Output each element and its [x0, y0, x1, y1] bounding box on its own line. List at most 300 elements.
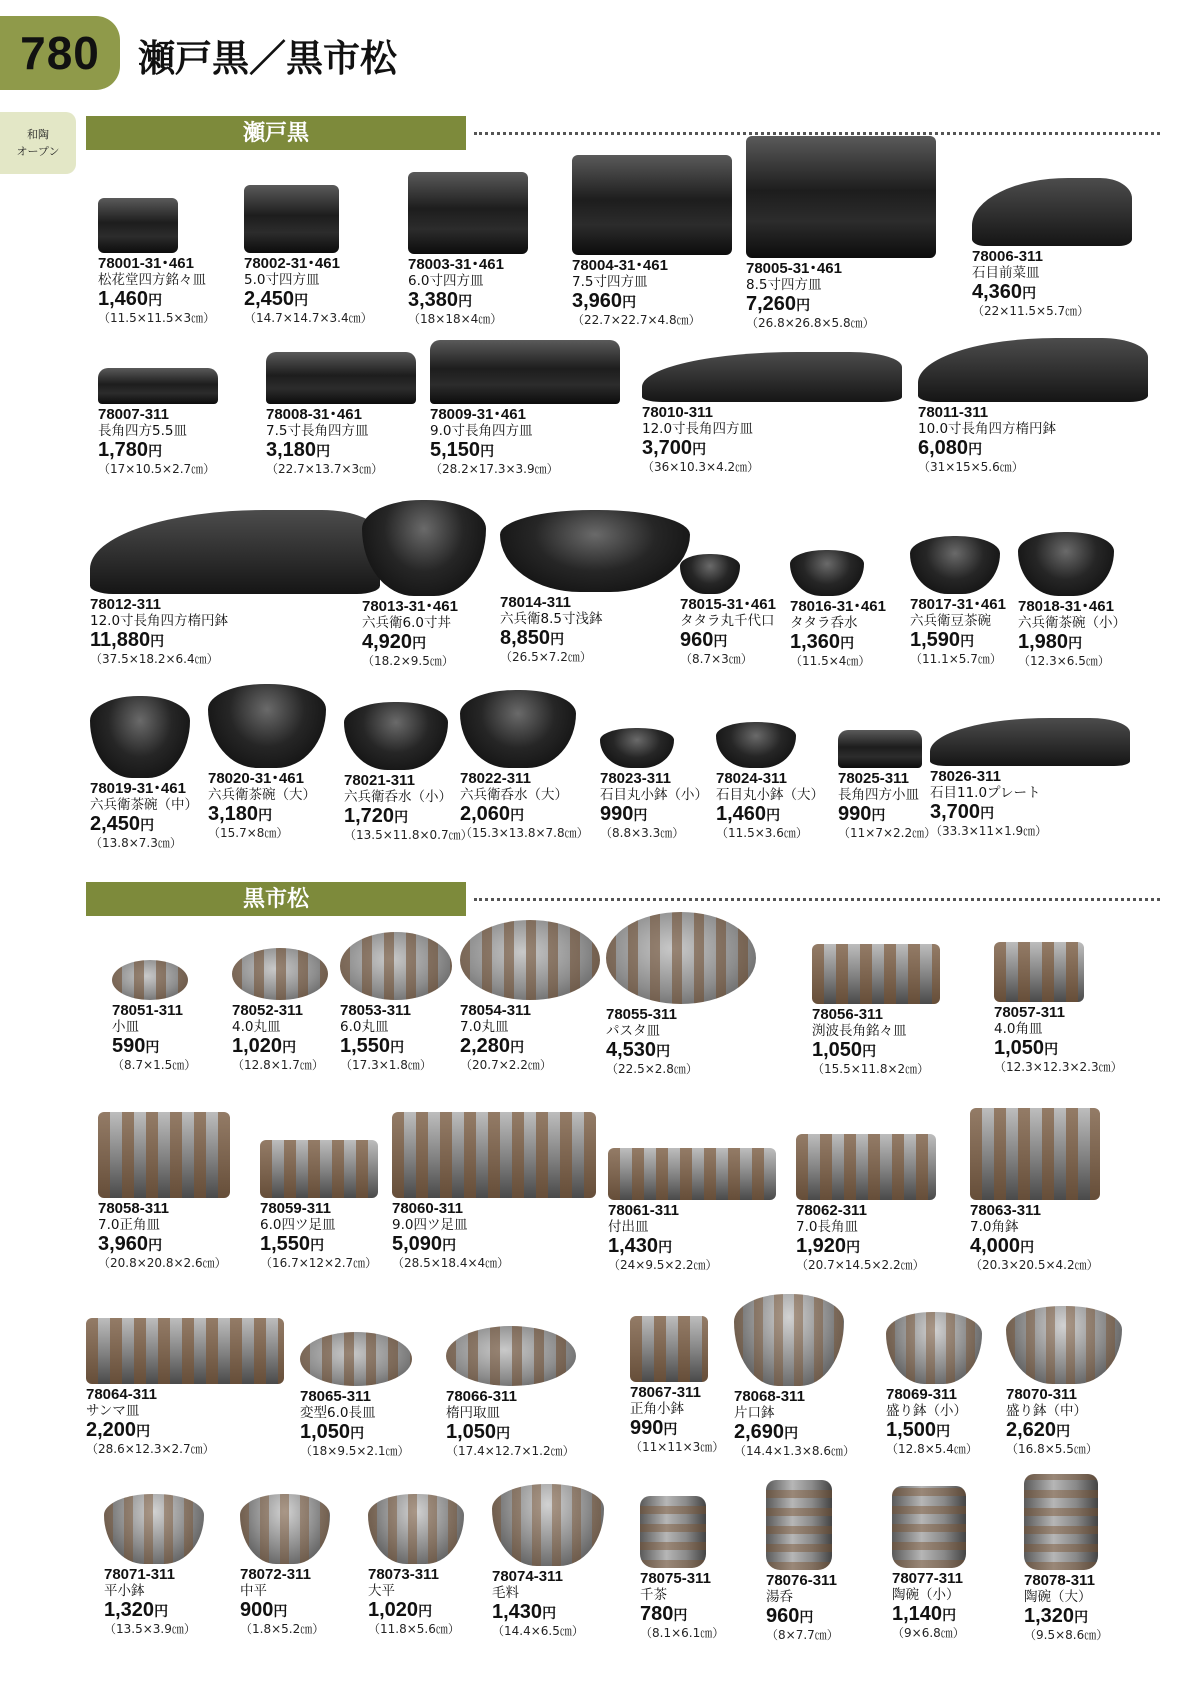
product-price	[994, 1038, 1123, 1060]
product-photo	[340, 932, 452, 1000]
product-name: 8.5寸四方皿	[746, 277, 822, 293]
product-code: 78057-311	[994, 1004, 1065, 1021]
product-item	[266, 352, 416, 477]
product-price	[260, 1234, 378, 1256]
product-size: （28.5×18.4×4㎝）	[392, 1256, 510, 1270]
price-value: 990	[838, 803, 872, 825]
price-value: 960	[766, 1605, 800, 1627]
product-size: （20.7×2.2㎝）	[460, 1058, 552, 1072]
product-name: タタラ丸千代口	[680, 613, 775, 629]
price-value: 3,700	[930, 801, 981, 823]
price-value: 1,050	[300, 1421, 351, 1443]
product-name: 6.0寸四方皿	[408, 273, 484, 289]
product-item	[812, 944, 940, 1077]
product-size: （13.5×11.8×0.7㎝）	[344, 828, 473, 842]
product-price	[460, 1036, 600, 1058]
product-name: 石目丸小鉢（大）	[716, 787, 824, 803]
yen-unit: 円	[936, 1424, 951, 1440]
yen-unit: 円	[968, 442, 983, 458]
product-price	[970, 1236, 1100, 1258]
price-value: 1,430	[608, 1235, 659, 1257]
product-photo	[98, 1112, 230, 1198]
product-photo	[642, 352, 902, 402]
product-photo	[266, 352, 416, 404]
product-name: 4.0丸皿	[232, 1019, 281, 1035]
product-photo	[918, 338, 1148, 402]
product-name: 湯呑	[766, 1589, 793, 1605]
yen-unit: 円	[316, 444, 331, 460]
product-size: （11.5×4㎝）	[790, 654, 871, 668]
price-value: 1,020	[232, 1035, 283, 1057]
product-price	[362, 632, 486, 654]
product-price	[208, 804, 326, 826]
product-photo	[572, 155, 732, 255]
product-size: （1.8×5.2㎝）	[240, 1622, 325, 1636]
price-value: 590	[112, 1035, 146, 1057]
price-value: 900	[240, 1599, 274, 1621]
product-item	[886, 1312, 982, 1457]
yen-unit: 円	[412, 636, 427, 652]
product-name: 楕円取皿	[446, 1405, 500, 1421]
category-tab	[0, 112, 76, 174]
product-price	[886, 1420, 982, 1442]
product-item	[994, 942, 1123, 1075]
product-item	[368, 1494, 464, 1637]
product-photo	[994, 942, 1084, 1002]
product-photo	[892, 1486, 966, 1568]
product-name: 7.0角鉢	[970, 1219, 1019, 1235]
product-photo	[460, 690, 576, 768]
product-item	[90, 510, 380, 667]
product-name: 10.0寸長角四方楕円鉢	[918, 421, 1057, 437]
product-size: （8.7×1.5㎝）	[112, 1058, 197, 1072]
product-code: 78018-31･461	[1018, 598, 1114, 615]
product-code: 78011-311	[918, 404, 989, 421]
product-code: 78013-31･461	[362, 598, 458, 615]
product-size: （14.4×1.3×8.6㎝）	[734, 1444, 855, 1458]
price-value: 1,460	[716, 803, 767, 825]
product-price	[408, 290, 528, 312]
product-name: 大平	[368, 1583, 395, 1599]
product-photo	[240, 1494, 330, 1564]
price-value: 4,360	[972, 281, 1023, 303]
product-photo	[430, 340, 620, 404]
yen-unit: 円	[1022, 286, 1037, 302]
product-code: 78066-311	[446, 1388, 517, 1405]
yen-unit: 円	[846, 1240, 861, 1256]
yen-unit: 円	[1056, 1424, 1071, 1440]
product-item	[240, 1494, 330, 1637]
section-title: 瀬戸黒	[242, 120, 309, 146]
product-item	[970, 1108, 1100, 1273]
product-price	[446, 1422, 576, 1444]
product-code: 78077-311	[892, 1570, 963, 1587]
product-name: 7.0長角皿	[796, 1219, 858, 1235]
product-name: 6.0丸皿	[340, 1019, 389, 1035]
product-size: （26.5×7.2㎝）	[500, 650, 592, 664]
product-name: 松花堂四方銘々皿	[98, 272, 206, 288]
product-photo	[1024, 1474, 1098, 1570]
product-item	[86, 1318, 284, 1457]
product-code: 78056-311	[812, 1006, 883, 1023]
yen-unit: 円	[622, 295, 637, 311]
product-code: 78025-311	[838, 770, 909, 787]
product-code: 78012-311	[90, 596, 161, 613]
product-name: 7.5寸四方皿	[572, 274, 648, 290]
product-photo	[886, 1312, 982, 1384]
product-code: 78078-311	[1024, 1572, 1095, 1589]
product-item	[446, 1326, 576, 1459]
price-value: 2,060	[460, 803, 511, 825]
price-value: 3,380	[408, 289, 459, 311]
price-value: 990	[630, 1417, 664, 1439]
product-name: 9.0四ツ足皿	[392, 1217, 468, 1233]
price-value: 1,020	[368, 1599, 419, 1621]
product-photo	[208, 684, 326, 768]
yen-unit: 円	[310, 1238, 325, 1254]
product-price	[972, 282, 1132, 304]
product-photo	[640, 1496, 706, 1568]
product-name: 六兵衛茶碗（大）	[208, 787, 316, 803]
yen-unit: 円	[784, 1426, 799, 1442]
product-code: 78002-31･461	[244, 255, 340, 272]
section-title: 黒市松	[242, 886, 309, 912]
product-size: （12.8×1.7㎝）	[232, 1058, 324, 1072]
product-photo	[970, 1108, 1100, 1200]
price-value: 1,920	[796, 1235, 847, 1257]
yen-unit: 円	[148, 293, 163, 309]
product-code: 78019-31･461	[90, 780, 186, 797]
product-size: （15.5×11.8×2㎝）	[812, 1062, 930, 1076]
product-price	[600, 804, 708, 826]
product-item	[460, 690, 589, 841]
product-item	[300, 1332, 412, 1459]
price-value: 4,000	[970, 1235, 1021, 1257]
product-code: 78063-311	[970, 1202, 1041, 1219]
product-code: 78022-311	[460, 770, 531, 787]
product-size: （36×10.3×4.2㎝）	[642, 460, 760, 474]
product-price	[608, 1236, 776, 1258]
product-code: 78065-311	[300, 1388, 371, 1405]
product-price	[746, 294, 936, 316]
product-code: 78053-311	[340, 1002, 411, 1019]
product-photo	[796, 1134, 936, 1200]
product-item	[244, 185, 373, 326]
product-name: 石目前菜皿	[972, 265, 1040, 281]
product-name: 7.0丸皿	[460, 1019, 509, 1035]
product-name: 六兵衛豆茶碗	[910, 613, 991, 629]
product-photo	[1006, 1306, 1122, 1384]
product-price	[734, 1422, 855, 1444]
product-size: （28.2×17.3×3.9㎝）	[430, 462, 559, 476]
product-item	[572, 155, 732, 328]
section-header-setoguro	[86, 116, 466, 150]
product-name: 片口鉢	[734, 1405, 775, 1421]
product-price	[838, 804, 936, 826]
price-value: 1,360	[790, 631, 841, 653]
product-photo	[368, 1494, 464, 1564]
product-price	[90, 630, 380, 652]
product-price	[104, 1600, 204, 1622]
price-value: 2,280	[460, 1035, 511, 1057]
product-size: （22.5×2.8㎝）	[606, 1062, 698, 1076]
product-size: （11.5×11.5×3㎝）	[98, 311, 216, 325]
product-code: 78068-311	[734, 1388, 805, 1405]
price-value: 2,200	[86, 1419, 137, 1441]
product-price	[1018, 632, 1126, 654]
product-name: 9.0寸長角四方皿	[430, 423, 533, 439]
product-size: （26.8×26.8×5.8㎝）	[746, 316, 875, 330]
product-photo	[90, 696, 190, 778]
product-item	[606, 912, 756, 1077]
product-item	[112, 960, 196, 1073]
price-value: 1,460	[98, 288, 149, 310]
yen-unit: 円	[1074, 1610, 1089, 1626]
product-code: 78051-311	[112, 1002, 183, 1019]
product-photo	[500, 510, 690, 592]
product-photo	[460, 920, 600, 1000]
price-value: 3,700	[642, 437, 693, 459]
product-size: （12.3×12.3×2.3㎝）	[994, 1060, 1123, 1074]
product-photo	[838, 730, 922, 768]
product-code: 78014-311	[500, 594, 571, 611]
product-size: （22.7×13.7×3㎝）	[266, 462, 384, 476]
product-photo	[606, 912, 756, 1004]
product-size: （31×15×5.6㎝）	[918, 460, 1024, 474]
product-price	[492, 1602, 604, 1624]
category-tab-line2: オープン	[16, 145, 60, 158]
yen-unit: 円	[140, 818, 155, 834]
product-price	[790, 632, 886, 654]
product-code: 78017-31･461	[910, 596, 1006, 613]
yen-unit: 円	[656, 1044, 671, 1060]
product-price	[918, 438, 1148, 460]
product-photo	[90, 510, 380, 594]
product-photo	[766, 1480, 832, 1570]
yen-unit: 円	[510, 808, 525, 824]
product-item	[766, 1480, 839, 1643]
yen-unit: 円	[150, 634, 165, 650]
price-value: 1,430	[492, 1601, 543, 1623]
product-code: 78070-311	[1006, 1386, 1077, 1403]
product-code: 78071-311	[104, 1566, 175, 1583]
product-item	[408, 172, 528, 327]
product-price	[640, 1604, 724, 1626]
product-price	[98, 289, 215, 311]
product-code: 78005-31･461	[746, 260, 842, 277]
product-price	[340, 1036, 452, 1058]
product-size: （17×10.5×2.7㎝）	[98, 462, 216, 476]
price-value: 960	[680, 629, 714, 651]
product-item	[460, 920, 600, 1073]
yen-unit: 円	[658, 1240, 673, 1256]
product-item	[930, 718, 1130, 839]
product-name: 長角四方5.5皿	[98, 423, 187, 439]
product-size: （15.3×13.8×7.8㎝）	[460, 826, 589, 840]
product-item	[1024, 1474, 1108, 1643]
product-size: （17.3×1.8㎝）	[340, 1058, 432, 1072]
product-name: 7.0正角皿	[98, 1217, 160, 1233]
product-item	[608, 1148, 776, 1273]
product-price	[680, 630, 776, 652]
price-value: 1,550	[340, 1035, 391, 1057]
product-price	[112, 1036, 196, 1058]
product-item	[90, 696, 198, 851]
yen-unit: 円	[1068, 636, 1083, 652]
product-photo	[98, 368, 218, 404]
product-size: （18×18×4㎝）	[408, 312, 503, 326]
yen-unit: 円	[542, 1606, 557, 1622]
product-price	[344, 806, 473, 828]
product-name: 陶碗（小）	[892, 1587, 960, 1603]
product-price	[796, 1236, 936, 1258]
product-price	[266, 440, 416, 462]
price-value: 1,050	[812, 1039, 863, 1061]
product-code: 78007-311	[98, 406, 169, 423]
yen-unit: 円	[273, 1604, 288, 1620]
price-value: 3,180	[266, 439, 317, 461]
product-size: （11.8×5.6㎝）	[368, 1622, 460, 1636]
product-price	[500, 628, 690, 650]
yen-unit: 円	[148, 1238, 163, 1254]
product-size: （11.5×3.6㎝）	[716, 826, 808, 840]
product-name: 7.5寸長角四方皿	[266, 423, 369, 439]
product-photo	[972, 178, 1132, 246]
product-size: （12.8×5.4㎝）	[886, 1442, 978, 1456]
product-code: 78069-311	[886, 1386, 957, 1403]
yen-unit: 円	[980, 806, 995, 822]
product-item	[430, 340, 620, 477]
product-code: 78054-311	[460, 1002, 531, 1019]
product-photo	[630, 1316, 708, 1382]
product-photo	[812, 944, 940, 1004]
product-name: 4.0角皿	[994, 1021, 1043, 1037]
product-name: 変型6.0長皿	[300, 1405, 376, 1421]
price-value: 1,590	[910, 629, 961, 651]
section-divider	[474, 898, 1160, 901]
price-value: 1,320	[1024, 1605, 1075, 1627]
price-value: 2,690	[734, 1421, 785, 1443]
product-code: 78008-31･461	[266, 406, 362, 423]
product-name: 長角四方小皿	[838, 787, 919, 803]
price-value: 1,550	[260, 1233, 311, 1255]
product-photo	[910, 536, 1000, 594]
product-name: 盛り鉢（中）	[1006, 1403, 1087, 1419]
product-price	[98, 440, 218, 462]
product-name: タタラ呑水	[790, 615, 858, 631]
product-size: （8.7×3㎝）	[680, 652, 753, 666]
product-photo	[392, 1112, 596, 1198]
product-photo	[680, 554, 740, 594]
yen-unit: 円	[862, 1044, 877, 1060]
product-size: （20.7×14.5×2.2㎝）	[796, 1258, 925, 1272]
product-size: （8.8×3.3㎝）	[600, 826, 685, 840]
product-size: （18.2×9.5㎝）	[362, 654, 454, 668]
yen-unit: 円	[258, 808, 273, 824]
product-code: 78061-311	[608, 1202, 679, 1219]
product-code: 78003-31･461	[408, 256, 504, 273]
product-name: 千茶	[640, 1587, 667, 1603]
product-price	[572, 291, 732, 313]
product-size: （22.7×22.7×4.8㎝）	[572, 313, 701, 327]
product-price	[244, 289, 373, 311]
product-photo	[232, 948, 328, 1000]
price-value: 780	[640, 1603, 674, 1625]
product-item	[600, 728, 708, 841]
product-price	[460, 804, 589, 826]
yen-unit: 円	[148, 444, 163, 460]
product-item	[500, 510, 690, 665]
product-code: 78076-311	[766, 1572, 837, 1589]
yen-unit: 円	[871, 808, 886, 824]
price-value: 3,960	[98, 1233, 149, 1255]
yen-unit: 円	[390, 1040, 405, 1056]
product-name: 石目11.0プレート	[930, 785, 1041, 801]
product-item	[492, 1484, 604, 1639]
price-value: 4,920	[362, 631, 413, 653]
product-name: 6.0四ツ足皿	[260, 1217, 336, 1233]
product-code: 78064-311	[86, 1386, 157, 1403]
product-name: 六兵衛6.0寸丼	[362, 615, 451, 631]
product-name: 付出皿	[608, 1219, 649, 1235]
product-price	[1024, 1606, 1108, 1628]
price-value: 3,180	[208, 803, 259, 825]
product-price	[368, 1600, 464, 1622]
product-name: サンマ皿	[86, 1403, 140, 1419]
product-price	[642, 438, 902, 460]
product-size: （11×11×3㎝）	[630, 1440, 725, 1454]
product-photo	[86, 1318, 284, 1384]
product-price	[86, 1420, 284, 1442]
product-name: 中平	[240, 1583, 267, 1599]
product-code: 78072-311	[240, 1566, 311, 1583]
yen-unit: 円	[799, 1610, 814, 1626]
product-item	[716, 722, 824, 841]
product-price	[606, 1040, 756, 1062]
price-value: 5,090	[392, 1233, 443, 1255]
product-size: （9×6.8㎝）	[892, 1626, 965, 1640]
product-code: 78006-311	[972, 248, 1043, 265]
product-item	[340, 932, 452, 1073]
yen-unit: 円	[796, 298, 811, 314]
yen-unit: 円	[394, 810, 409, 826]
product-size: （16.7×12×2.7㎝）	[260, 1256, 378, 1270]
product-item	[232, 948, 328, 1073]
product-price	[430, 440, 620, 462]
product-photo	[716, 722, 796, 768]
product-item	[640, 1496, 724, 1641]
product-price	[910, 630, 1006, 652]
product-code: 78015-31･461	[680, 596, 776, 613]
yen-unit: 円	[1044, 1042, 1059, 1058]
product-code: 78004-31･461	[572, 257, 668, 274]
price-value: 4,530	[606, 1039, 657, 1061]
product-code: 78075-311	[640, 1570, 711, 1587]
product-item	[98, 368, 218, 477]
product-item	[1006, 1306, 1122, 1457]
yen-unit: 円	[633, 808, 648, 824]
price-value: 6,080	[918, 437, 969, 459]
product-name: 渕波長角銘々皿	[812, 1023, 907, 1039]
product-price	[1006, 1420, 1122, 1442]
product-code: 78060-311	[392, 1200, 463, 1217]
yen-unit: 円	[154, 1604, 169, 1620]
price-value: 1,780	[98, 439, 149, 461]
product-item	[892, 1486, 966, 1641]
product-item	[1018, 532, 1126, 669]
product-code: 78010-311	[642, 404, 713, 421]
product-item	[260, 1140, 378, 1271]
